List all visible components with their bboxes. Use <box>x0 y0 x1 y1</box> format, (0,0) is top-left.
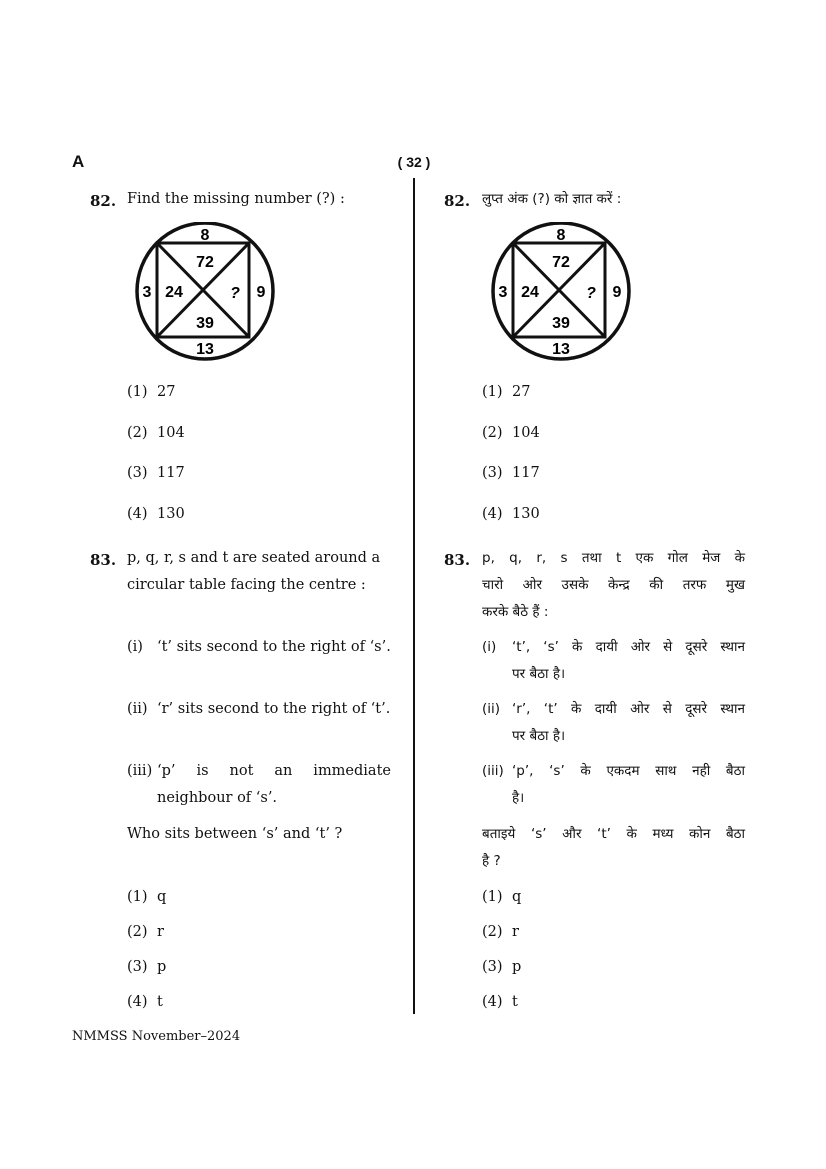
option-2[interactable] <box>127 924 164 940</box>
option-label: (3) <box>482 959 503 975</box>
question-text-line: circular table facing the centre : <box>127 577 366 593</box>
statement-label: (i) <box>482 639 497 655</box>
number-puzzle-figure <box>134 222 276 362</box>
option-value: t <box>512 994 518 1010</box>
figure-upper-number: 72 <box>552 254 570 271</box>
question-number: 83. <box>444 551 471 569</box>
option-label: (1) <box>482 384 503 400</box>
option-value: 117 <box>157 465 185 481</box>
figure-lower-number: 39 <box>552 315 570 332</box>
statement-text-line: है। <box>512 790 525 806</box>
option-value: 27 <box>157 384 176 400</box>
statement-text-line: ‘r’, ‘t’ के दायी ओर से दूसरे स्थान <box>512 701 745 717</box>
statement-i <box>482 634 745 688</box>
figure-lower-number: 39 <box>196 315 214 332</box>
statement-iii <box>482 758 745 812</box>
question-text-line: p, q, r, s तथा t एक गोल मेज के <box>482 550 745 566</box>
option-label: (3) <box>127 959 148 975</box>
option-label: (1) <box>482 889 503 905</box>
option-1[interactable] <box>127 889 166 905</box>
statement-text-line: ‘p’, ‘s’ के एकदम साथ नही बैठा <box>512 763 745 779</box>
figure-missing-mark: ? <box>586 285 596 302</box>
option-3[interactable] <box>482 959 521 975</box>
question-number: 82. <box>90 192 117 210</box>
figure-left-inner-number: 24 <box>165 284 183 301</box>
statement-ii <box>482 696 745 750</box>
option-value: 27 <box>512 384 531 400</box>
option-value: 130 <box>512 506 540 522</box>
statement-text-line: ‘t’, ‘s’ के दायी ओर से दूसरे स्थान <box>512 639 745 655</box>
option-label: (1) <box>127 384 148 400</box>
option-value: 104 <box>157 425 185 441</box>
question-prompt: Who sits between ‘s’ and ‘t’ ? <box>127 826 343 842</box>
figure-top-number: 8 <box>556 227 566 244</box>
option-label: (3) <box>482 465 503 481</box>
number-puzzle-figure <box>490 222 632 362</box>
statement-i <box>127 634 391 661</box>
figure-top-number: 8 <box>200 227 210 244</box>
option-value: 117 <box>512 465 540 481</box>
option-value: r <box>512 924 519 940</box>
question-number: 82. <box>444 192 471 210</box>
set-code: A <box>72 152 85 171</box>
option-value: q <box>512 889 522 905</box>
option-3[interactable] <box>127 959 166 975</box>
option-label: (4) <box>127 506 148 522</box>
question-text: Find the missing number (?) : <box>127 191 345 207</box>
option-1[interactable] <box>482 384 530 400</box>
option-4[interactable] <box>482 506 540 522</box>
option-value: 130 <box>157 506 185 522</box>
figure-left-inner-number: 24 <box>521 284 539 301</box>
option-label: (4) <box>127 994 148 1010</box>
figure-bottom-number: 13 <box>552 341 570 358</box>
figure-upper-number: 72 <box>196 254 214 271</box>
option-label: (2) <box>127 924 148 940</box>
page-number: ( 32 ) <box>397 154 431 170</box>
option-label: (4) <box>482 994 503 1010</box>
statement-iii <box>127 758 391 812</box>
statement-label: (ii) <box>482 701 501 717</box>
question-text-line: करके बैठे हैं : <box>482 604 549 620</box>
figure-right-number: 9 <box>256 284 266 301</box>
option-2[interactable] <box>482 425 540 441</box>
statement-label: (i) <box>127 639 143 655</box>
question-text-line: चारो ओर उसके केन्द्र की तरफ मुख <box>482 577 745 593</box>
question-text-line: p, q, r, s and t are seated around a <box>127 550 381 566</box>
figure-missing-mark: ? <box>230 285 240 302</box>
option-label: (1) <box>127 889 148 905</box>
option-4[interactable] <box>127 506 185 522</box>
option-3[interactable] <box>482 465 540 481</box>
option-1[interactable] <box>482 889 521 905</box>
statement-text-line: पर बैठा है। <box>512 728 566 744</box>
statement-text-line: पर बैठा है। <box>512 666 566 682</box>
option-label: (4) <box>482 506 503 522</box>
option-value: p <box>157 959 167 975</box>
column-divider <box>413 178 415 1014</box>
option-value: t <box>157 994 163 1010</box>
figure-right-number: 9 <box>612 284 622 301</box>
option-2[interactable] <box>482 924 519 940</box>
option-value: p <box>512 959 522 975</box>
option-2[interactable] <box>127 425 185 441</box>
option-label: (2) <box>127 425 148 441</box>
figure-bottom-number: 13 <box>196 341 214 358</box>
statement-text-line: ‘p’ is not an immediate <box>157 763 391 779</box>
statement-text: ‘t’ sits second to the right of ‘s’. <box>157 639 391 655</box>
figure-left-number: 3 <box>142 284 152 301</box>
question-prompt-line: है ? <box>482 853 501 869</box>
question-number: 83. <box>90 551 117 569</box>
question-prompt-line: बताइये ‘s’ और ‘t’ के मध्य कोन बैठा <box>482 826 745 842</box>
question-text: लुप्त अंक (?) को ज्ञात करें : <box>482 191 622 207</box>
option-label: (2) <box>482 924 503 940</box>
statement-text: ‘r’ sits second to the right of ‘t’. <box>157 701 391 717</box>
option-3[interactable] <box>127 465 185 481</box>
statement-text-line: neighbour of ‘s’. <box>157 790 278 806</box>
statement-ii <box>127 696 391 723</box>
figure-left-number: 3 <box>498 284 508 301</box>
option-value: q <box>157 889 167 905</box>
statement-label: (iii) <box>482 763 504 779</box>
statement-label: (ii) <box>127 701 148 717</box>
option-value: 104 <box>512 425 540 441</box>
option-4[interactable] <box>482 994 518 1010</box>
option-label: (2) <box>482 425 503 441</box>
option-4[interactable] <box>127 994 163 1010</box>
option-label: (3) <box>127 465 148 481</box>
option-value: r <box>157 924 164 940</box>
statement-label: (iii) <box>127 763 153 779</box>
footer-text: NMMSS November–2024 <box>72 1029 241 1044</box>
option-1[interactable] <box>127 384 175 400</box>
